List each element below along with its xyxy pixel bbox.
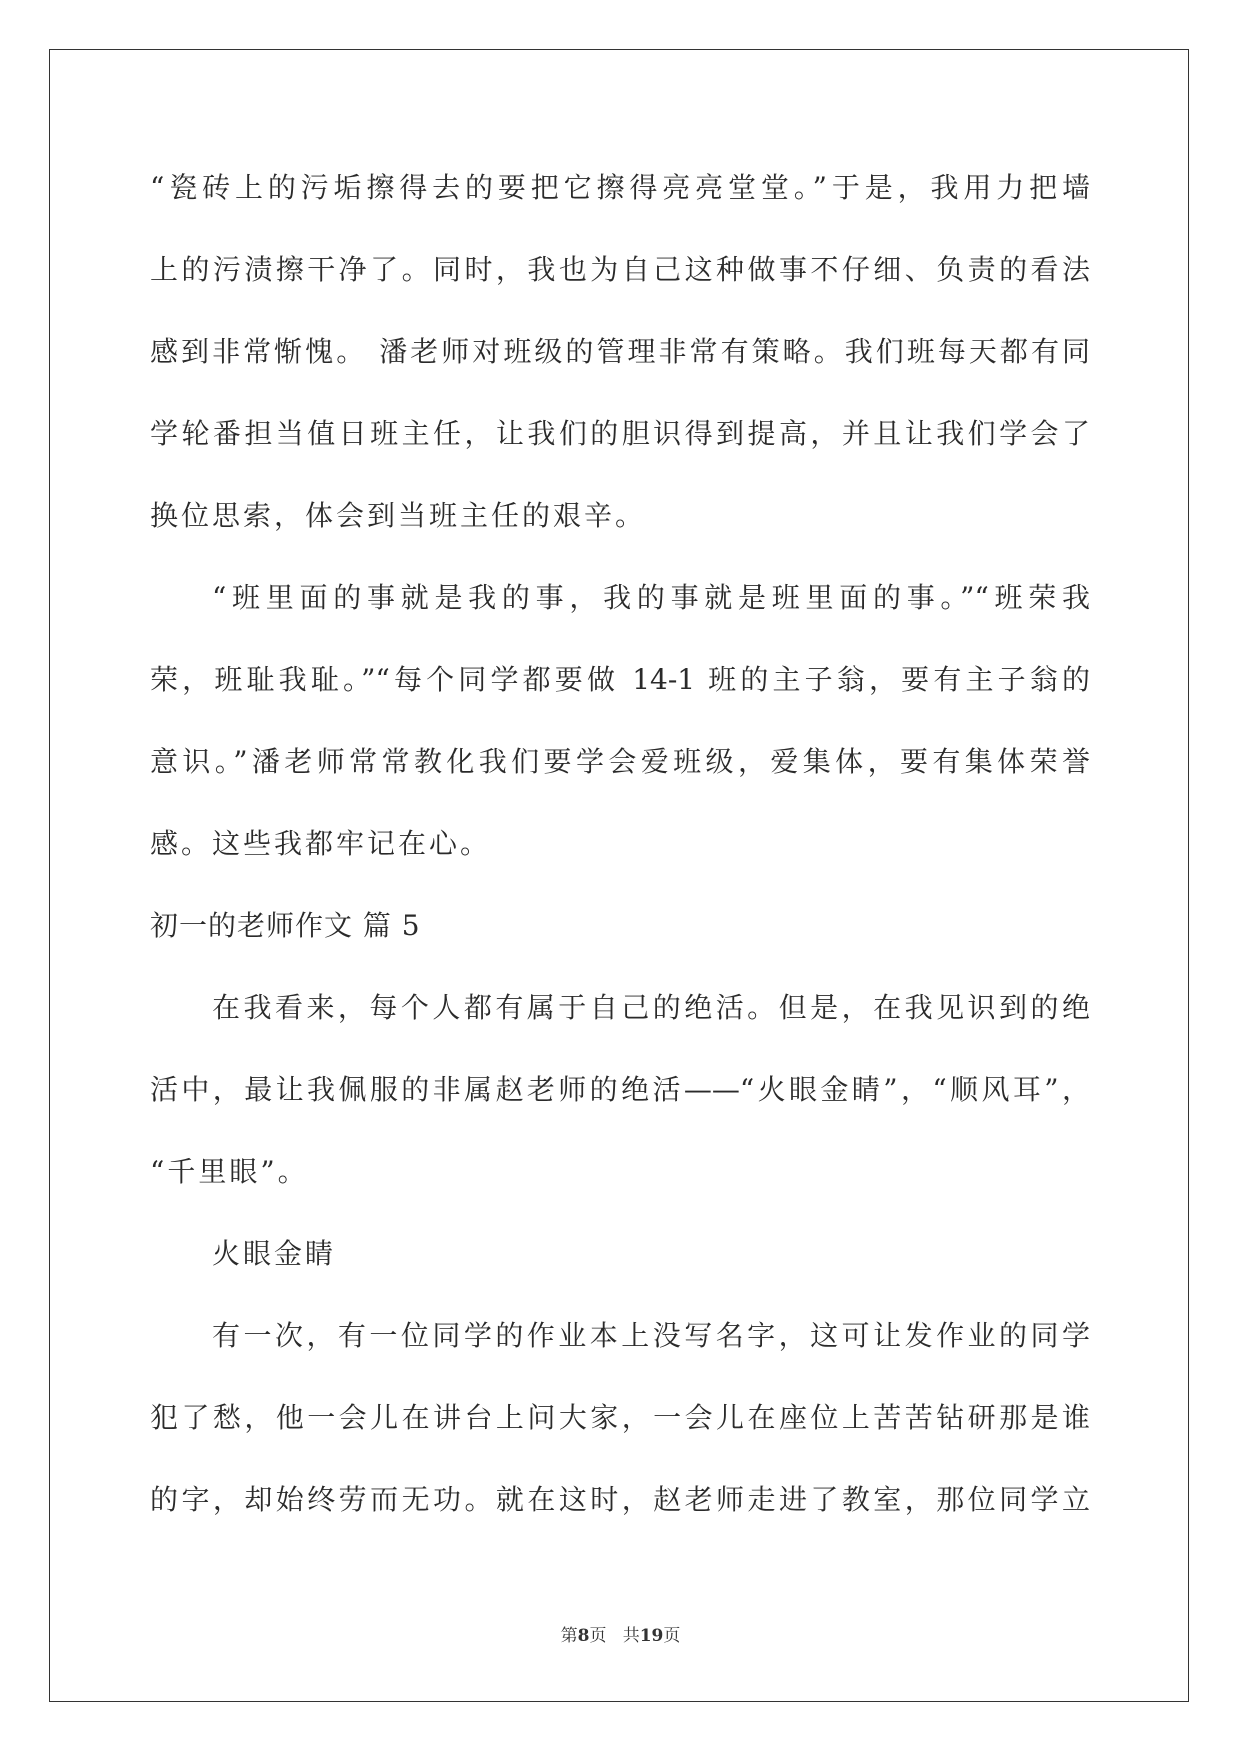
paragraph-line: 荣，班耻我耻。”“每个同学都要做 14-1 班的主子翁，要有主子翁的 bbox=[150, 663, 1090, 696]
footer-total-word: 页 bbox=[663, 1626, 681, 1646]
paragraph-line: 在我看来，每个人都有属于自己的绝活。但是，在我见识到的绝 bbox=[212, 991, 1090, 1024]
paragraph-line: 感。这些我都牢记在心。 bbox=[150, 827, 492, 860]
paragraph-line: 的字，却始终劳而无功。就在这时，赵老师走进了教室，那位同学立 bbox=[150, 1483, 1090, 1516]
page-border bbox=[49, 49, 1189, 1702]
paragraph-line: 感到非常惭愧。 潘老师对班级的管理非常有策略。我们班每天都有同 bbox=[150, 335, 1090, 368]
paragraph-line: 活中，最让我佩服的非属赵老师的绝活——“火眼金睛”，“顺风耳”， bbox=[150, 1073, 1090, 1106]
paragraph-line: 学轮番担当值日班主任，让我们的胆识得到提高，并且让我们学会了 bbox=[150, 417, 1090, 450]
current-page-number: 8 bbox=[577, 1626, 590, 1646]
paragraph-line: 有一次，有一位同学的作业本上没写名字，这可让发作业的同学 bbox=[212, 1319, 1090, 1352]
footer-page-word: 页 bbox=[589, 1626, 607, 1646]
subheading: 火眼金睛 bbox=[212, 1237, 337, 1270]
paragraph-line: 上的污渍擦干净了。同时，我也为自己这种做事不仔细、负责的看法 bbox=[150, 253, 1090, 286]
total-pages-number: 19 bbox=[639, 1626, 664, 1646]
paragraph-line: 犯了愁，他一会儿在讲台上问大家，一会儿在座位上苦苦钻研那是谁 bbox=[150, 1401, 1090, 1434]
paragraph-line: “瓷砖上的污垢擦得去的要把它擦得亮亮堂堂。”于是，我用力把墙 bbox=[150, 171, 1090, 204]
footer-prefix: 第 bbox=[560, 1626, 578, 1646]
footer-total-prefix: 共 bbox=[622, 1626, 640, 1646]
section-heading: 初一的老师作文 篇 5 bbox=[150, 909, 421, 942]
paragraph-line: “千里眼”。 bbox=[150, 1155, 309, 1188]
paragraph-line: 换位思索，体会到当班主任的艰辛。 bbox=[150, 499, 647, 532]
paragraph-line: “班里面的事就是我的事，我的事就是班里面的事。”“班荣我 bbox=[212, 581, 1090, 614]
page-footer bbox=[0, 1624, 1241, 1648]
paragraph-line: 意识。”潘老师常常教化我们要学会爱班级，爱集体，要有集体荣誉 bbox=[150, 745, 1090, 778]
